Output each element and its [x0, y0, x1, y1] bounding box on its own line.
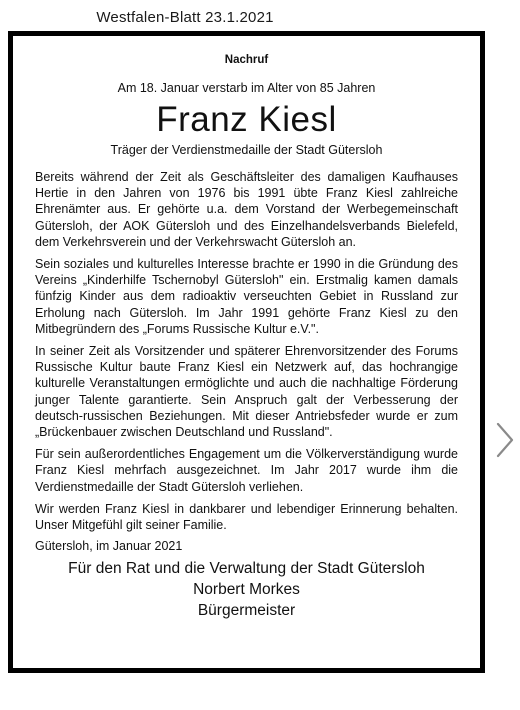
paragraph-remembrance: Wir werden Franz Kiesl in dankbarer und lebendiger Erinnerung behalten. Unser Mitgefühl gilt seiner Familie.	[35, 501, 458, 533]
honor-line: Träger der Verdienstmedaille der Stadt Gütersloh	[110, 143, 383, 157]
paragraph-chernobyl: Sein soziales und kulturelles Interesse brachte er 1990 in die Gründung des Vereins „Kinderhilfe Tschernobyl Gütersloh" ein. Erstmalig kamen damals fünfzig Kinder aus dem radioaktiv verseuchten Gebiet in Russland zur Erholung nach Gütersloh. Im Jahr 1991 gehörte Franz Kiesl zu den Mitbegründern des „Forums Russische Kultur e.V.".	[35, 257, 458, 336]
deceased-name: Franz Kiesl	[156, 100, 337, 139]
source-caption: Westfalen-Blatt 23.1.2021	[96, 9, 274, 26]
obituary-notice	[8, 31, 485, 673]
signature-line-council: Für den Rat und die Verwaltung der Stadt Gütersloh	[68, 560, 425, 578]
signature-line-name: Norbert Morkes	[193, 581, 300, 599]
next-arrow-button[interactable]	[494, 420, 516, 460]
paragraph-awards: Für sein außerordentliches Engagement um die Völkerverständigung wurde Franz Kiesl mehrfach ausgezeichnet. Im Jahr 2017 wurde ihm die Verdienstmedaille der Stadt Gütersloh verliehen.	[35, 447, 458, 494]
death-announcement: Am 18. Januar verstarb im Alter von 85 Jahren	[117, 81, 376, 95]
paragraph-forum: In seiner Zeit als Vorsitzender und späterer Ehrenvorsitzender des Forums Russische Kultur baute Franz Kiesl ein Netzwerk auf, das hochrangige kulturelle Veranstaltungen ermöglichte und auch die nachhaltige Förderung junger Talente garantierte. Sein Anspruch galt der Verbesserung der deutsch-russischen Beziehungen. Mit dieser Antriebsfeder wurde er zum „Brückenbauer zwischen Deutschland und Russland".	[35, 344, 458, 440]
signature-block	[35, 558, 458, 621]
notice-heading: Nachruf	[224, 54, 269, 66]
place-date: Gütersloh, im Januar 2021	[35, 539, 183, 554]
paragraph-career: Bereits während der Zeit als Geschäftsleiter des damaligen Kaufhauses Hertie in den Jahren von 1976 bis 1991 übte Franz Kiesl zahlreiche Ehrenämter aus. Er gehörte u.a. dem Vorstand der Werbegemeinschaft Gütersloh, der AOK Gütersloh und des Einzelhandelsverbands Bielefeld, dem Verkehrsverein und der Verkehrswacht Gütersloh an.	[35, 170, 458, 249]
chevron-right-icon	[494, 420, 516, 460]
signature-line-title: Bürgermeister	[197, 602, 296, 620]
notice-content	[35, 36, 458, 621]
